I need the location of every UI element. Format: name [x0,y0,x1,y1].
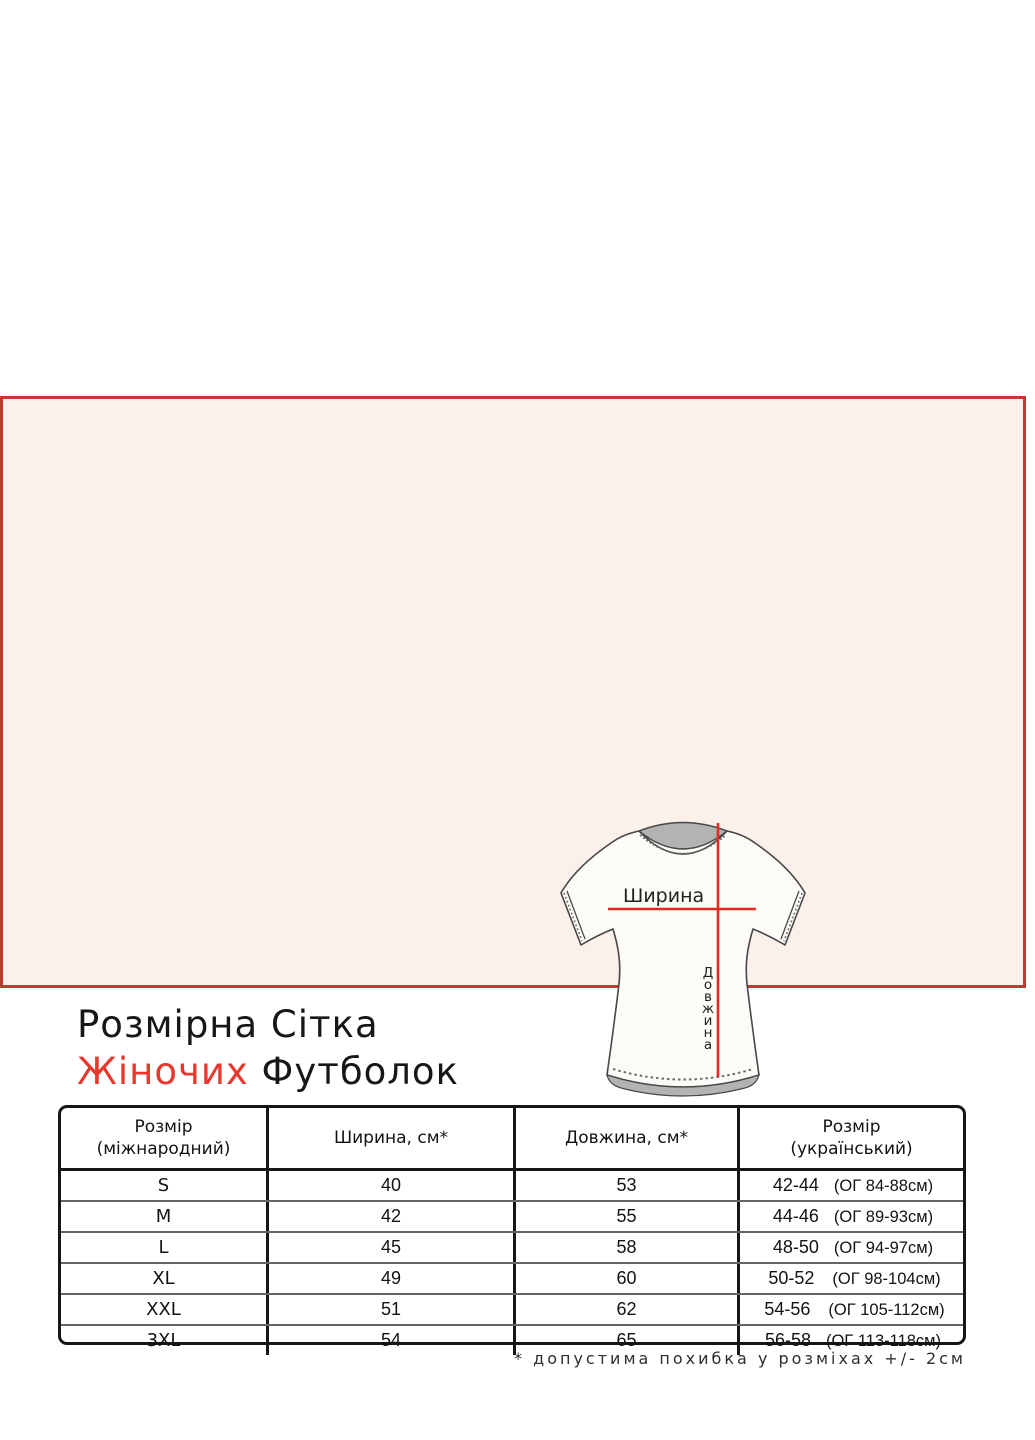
header-ua-line1: Розмір [822,1116,881,1137]
cell-width [269,1171,516,1200]
header-intl-line1: Розмір [134,1116,193,1137]
cell-length [516,1233,740,1262]
intl-size-value: XXL [146,1299,181,1320]
cell-width [269,1233,516,1262]
size-chart-panel [0,396,1026,1368]
cell-ua-size [740,1264,963,1293]
tshirt-illustration [551,809,831,1109]
ua-chest-size: (ОГ 94-97см) [833,1239,934,1257]
cell-ua-size [740,1171,963,1200]
header-length-label: Довжина, см* [564,1127,689,1148]
size-table-header [61,1108,963,1171]
cell-width [269,1295,516,1324]
cell-length [516,1202,740,1231]
checker-watermark [969,1141,1021,1355]
intl-size-value: S [157,1175,170,1196]
title-line1: Розмірна Сітка [77,1003,379,1046]
width-value: 45 [380,1237,402,1257]
intl-size-value: XL [152,1268,175,1289]
width-label: Ширина [623,885,705,907]
size-table [58,1105,966,1351]
cell-intl-size [61,1295,269,1324]
intl-size-value: M [155,1206,172,1227]
title-line2-rest: Футболок [261,1050,459,1093]
width-value: 49 [380,1268,402,1288]
cell-length [516,1171,740,1200]
header-intl-line2: (міжнародний) [96,1139,231,1159]
length-label: Д о в ж и н а [701,965,715,1053]
ua-chest-size: (ОГ 113-118см) [825,1332,942,1350]
header-width-label: Ширина, см* [333,1127,449,1148]
ua-chest-size: (ОГ 89-93см) [833,1208,934,1226]
length-value: 65 [616,1330,637,1350]
width-value: 54 [380,1330,402,1350]
table-row [61,1200,963,1231]
ua-size-range: 50-52 [762,1267,820,1290]
header-intl-size [61,1108,269,1168]
length-value: 60 [616,1268,637,1288]
size-table-body [61,1171,963,1355]
cell-intl-size [61,1233,269,1262]
intl-size-value: L [158,1237,169,1258]
width-value: 40 [380,1175,402,1195]
header-length [516,1108,740,1168]
length-value: 55 [616,1206,637,1226]
cell-length [516,1264,740,1293]
width-value: 51 [380,1299,402,1319]
ua-size-range: 44-46 [772,1206,819,1226]
cell-intl-size [61,1171,269,1200]
cell-ua-size [740,1202,963,1231]
cell-width [269,1264,516,1293]
table-row [61,1171,963,1200]
ua-size-range: 56-58 [764,1330,811,1350]
cell-intl-size [61,1264,269,1293]
header-width [269,1108,516,1168]
ua-size-range: 42-44 [772,1175,819,1195]
cell-ua-size [740,1295,963,1324]
table-row [61,1231,963,1262]
header-ua-size [740,1108,963,1168]
length-value: 58 [616,1237,637,1257]
cell-ua-size [740,1233,963,1262]
ua-size-range: 54-56 [758,1298,816,1321]
cell-width [269,1202,516,1231]
intl-size-value: 3XL [146,1330,181,1351]
ua-chest-size: (ОГ 98-104см) [832,1270,941,1288]
ua-chest-size: (ОГ 105-112см) [828,1301,945,1319]
table-row [61,1293,963,1324]
cell-intl-size [61,1202,269,1231]
length-value: 53 [616,1175,637,1195]
page-title [77,1001,459,1095]
ua-chest-size: (ОГ 84-88см) [833,1177,934,1195]
cell-length [516,1295,740,1324]
title-line2-red: Жіночих [77,1050,249,1093]
width-value: 42 [380,1206,402,1226]
ua-size-range: 48-50 [772,1237,819,1257]
table-row [61,1262,963,1293]
footnote: * допустима похибка у розміхах +/- 2см [514,1349,966,1368]
header-ua-line2: (український) [790,1139,913,1159]
length-value: 62 [616,1299,637,1319]
tshirt-body [561,831,805,1087]
title-line2 [77,1048,459,1095]
